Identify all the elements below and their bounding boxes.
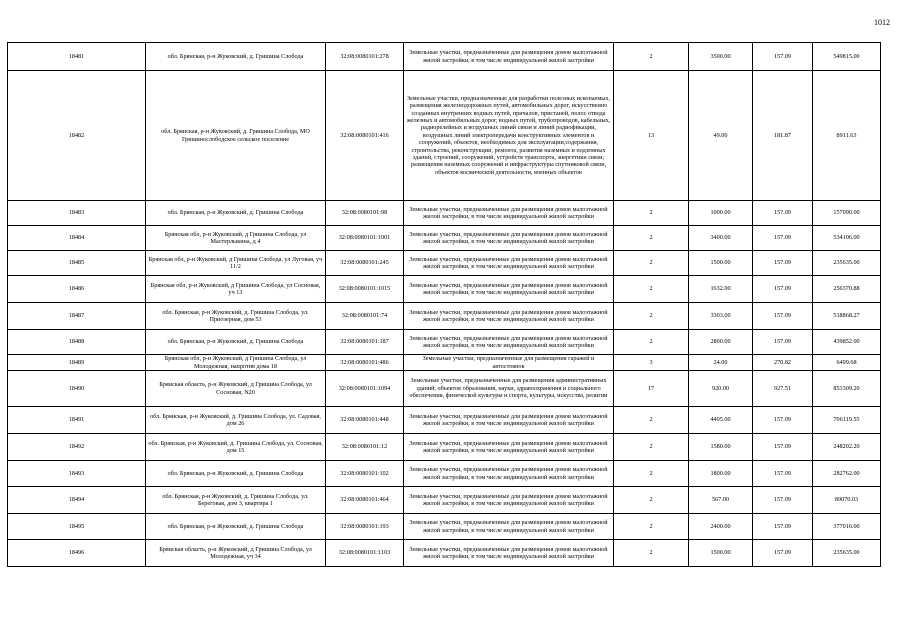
row-id: 18484: [8, 226, 146, 251]
address-cell: Брянская обл, р-н Жуковский, д Гришина Слобода, ул Молодежная, напротив дома 18: [146, 355, 326, 371]
row-id: 18486: [8, 276, 146, 303]
land-registry-table: [7, 42, 881, 567]
table-row: [8, 43, 881, 71]
land-use-cell: Земельные участки, предназначенные для размещения домов малоэтажной жилой застройки, в том числе индивидуальной жилой застройки: [404, 330, 614, 355]
area-cell: 1632.00: [689, 276, 753, 303]
cadastral-number-cell: 32:08:0080101:1015: [326, 276, 404, 303]
cadastral-value-cell: 549815.00: [813, 43, 881, 71]
address-cell: обл. Брянская, р-н Жуковский, д. Гришина Слобода: [146, 43, 326, 71]
address-cell: Брянская обл, р-н Жуковский, д Гришина Слобода, ул Луговая, уч 11/2: [146, 251, 326, 276]
table-row: [8, 487, 881, 514]
use-group-cell: 2: [614, 434, 689, 461]
cadastral-value-cell: 439852.00: [813, 330, 881, 355]
page-number: 1012: [874, 18, 890, 27]
specific-value-cell: 157.09: [753, 43, 813, 71]
area-cell: 49.00: [689, 71, 753, 201]
area-cell: 1580.00: [689, 434, 753, 461]
cadastral-number-cell: 32:08:0080101:12: [326, 434, 404, 461]
land-use-cell: Земельные участки, предназначенные для размещения домов малоэтажной жилой застройки, в том числе индивидуальной жилой застройки: [404, 407, 614, 434]
use-group-cell: 2: [614, 201, 689, 226]
row-id: 18495: [8, 514, 146, 540]
area-cell: 1500.00: [689, 540, 753, 567]
area-cell: 1000.00: [689, 201, 753, 226]
land-use-cell: Земельные участки, предназначенные для размещения административных зданий, объектов образования, науки, здравоохранения и социального обеспечения, физической культуры и спорта, культуры, искусства, религии: [404, 371, 614, 407]
row-id: 18482: [8, 71, 146, 201]
row-id: 18492: [8, 434, 146, 461]
table-row: [8, 434, 881, 461]
cadastral-value-cell: 89070.03: [813, 487, 881, 514]
specific-value-cell: 157.09: [753, 251, 813, 276]
specific-value-cell: 157.09: [753, 407, 813, 434]
cadastral-number-cell: 32:08:0080101:193: [326, 514, 404, 540]
address-cell: обл. Брянская, р-н Жуковский, д. Гришина Слобода, МО Гришинослободское сельское поселение: [146, 71, 326, 201]
specific-value-cell: 270.82: [753, 355, 813, 371]
cadastral-value-cell: 235635.00: [813, 251, 881, 276]
area-cell: 3400.00: [689, 226, 753, 251]
land-use-cell: Земельные участки, предназначенные для размещения домов малоэтажной жилой застройки, в том числе индивидуальной жилой застройки: [404, 276, 614, 303]
land-use-cell: Земельные участки, предназначенные для размещения домов малоэтажной жилой застройки, в том числе индивидуальной жилой застройки: [404, 514, 614, 540]
table-row: [8, 276, 881, 303]
use-group-cell: 2: [614, 251, 689, 276]
area-cell: 2800.00: [689, 330, 753, 355]
cadastral-value-cell: 8911.63: [813, 71, 881, 201]
land-use-cell: Земельные участки, предназначенные для размещения гаражей и автостоянок: [404, 355, 614, 371]
land-use-cell: Земельные участки, предназначенные для размещения домов малоэтажной жилой застройки, в том числе индивидуальной жилой застройки: [404, 303, 614, 330]
row-id: 18489: [8, 355, 146, 371]
cadastral-value-cell: 248202.20: [813, 434, 881, 461]
cadastral-number-cell: 32:08:0080101:278: [326, 43, 404, 71]
specific-value-cell: 157.09: [753, 226, 813, 251]
cadastral-number-cell: 32:08:0080101:245: [326, 251, 404, 276]
cadastral-number-cell: 32:08:0080101:74: [326, 303, 404, 330]
use-group-cell: 2: [614, 540, 689, 567]
use-group-cell: 2: [614, 407, 689, 434]
use-group-cell: 2: [614, 330, 689, 355]
address-cell: Брянская область, р-н Жуковский, д Гришина Слобода, ул Сосновая, N20: [146, 371, 326, 407]
cadastral-value-cell: 377016.00: [813, 514, 881, 540]
land-use-cell: Земельные участки, предназначенные для размещения домов малоэтажной жилой застройки, в том числе индивидуальной жилой застройки: [404, 201, 614, 226]
table-row: [8, 371, 881, 407]
cadastral-number-cell: 32:08:0080101:187: [326, 330, 404, 355]
area-cell: 1500.00: [689, 251, 753, 276]
area-cell: 24.00: [689, 355, 753, 371]
use-group-cell: 2: [614, 303, 689, 330]
cadastral-value-cell: 853309.20: [813, 371, 881, 407]
specific-value-cell: 181.87: [753, 71, 813, 201]
land-use-cell: Земельные участки, предназначенные для размещения домов малоэтажной жилой застройки, в том числе индивидуальной жилой застройки: [404, 251, 614, 276]
address-cell: обл. Брянская, р-н Жуковский, д. Гришина Слобода: [146, 514, 326, 540]
cadastral-number-cell: 32:08:0080101:1001: [326, 226, 404, 251]
cadastral-number-cell: 32:08:0080101:102: [326, 461, 404, 487]
specific-value-cell: 157.09: [753, 434, 813, 461]
use-group-cell: 2: [614, 226, 689, 251]
cadastral-value-cell: 235635.00: [813, 540, 881, 567]
row-id: 18488: [8, 330, 146, 355]
address-cell: обл. Брянская, р-н Жуковский, д. Гришина Слобода, ул. Садовая, дом 26: [146, 407, 326, 434]
table-row: [8, 355, 881, 371]
use-group-cell: 2: [614, 461, 689, 487]
specific-value-cell: 157.09: [753, 330, 813, 355]
land-use-cell: Земельные участки, предназначенные для размещения домов малоэтажной жилой застройки, в том числе индивидуальной жилой застройки: [404, 434, 614, 461]
cadastral-number-cell: 32:08:0080101:1094: [326, 371, 404, 407]
cadastral-number-cell: 32:08:0080101:1103: [326, 540, 404, 567]
table-row: [8, 540, 881, 567]
cadastral-number-cell: 32:08:0080101:98: [326, 201, 404, 226]
specific-value-cell: 157.09: [753, 276, 813, 303]
cadastral-value-cell: 157090.00: [813, 201, 881, 226]
row-id: 18481: [8, 43, 146, 71]
row-id: 18496: [8, 540, 146, 567]
area-cell: 1800.00: [689, 461, 753, 487]
table-row: [8, 514, 881, 540]
area-cell: 3500.00: [689, 43, 753, 71]
row-id: 18485: [8, 251, 146, 276]
table-row: [8, 201, 881, 226]
row-id: 18483: [8, 201, 146, 226]
cadastral-value-cell: 534106.00: [813, 226, 881, 251]
use-group-cell: 2: [614, 43, 689, 71]
area-cell: 567.00: [689, 487, 753, 514]
specific-value-cell: 157.09: [753, 201, 813, 226]
address-cell: обл. Брянская, р-н Жуковский, д. Гришина Слобода: [146, 330, 326, 355]
specific-value-cell: 157.09: [753, 487, 813, 514]
specific-value-cell: 157.09: [753, 540, 813, 567]
use-group-cell: 17: [614, 371, 689, 407]
cadastral-value-cell: 6499.68: [813, 355, 881, 371]
cadastral-number-cell: 32:08:0080101:486: [326, 355, 404, 371]
specific-value-cell: 157.09: [753, 303, 813, 330]
table-row: [8, 303, 881, 330]
area-cell: 3303.00: [689, 303, 753, 330]
address-cell: обл. Брянская, р-н Жуковский, д. Гришина Слобода, ул. Сосновая, дом 15: [146, 434, 326, 461]
cadastral-number-cell: 32:08:0080101:416: [326, 71, 404, 201]
land-use-cell: Земельные участки, предназначенные для размещения домов малоэтажной жилой застройки, в том числе индивидуальной жилой застройки: [404, 226, 614, 251]
cadastral-value-cell: 518868.27: [813, 303, 881, 330]
use-group-cell: 13: [614, 71, 689, 201]
row-id: 18490: [8, 371, 146, 407]
specific-value-cell: 157.09: [753, 461, 813, 487]
address-cell: Брянская обл, р-н Жуковский, д Гришина Слобода, ул Мастерлыкина, д 4: [146, 226, 326, 251]
specific-value-cell: 927.51: [753, 371, 813, 407]
row-id: 18493: [8, 461, 146, 487]
row-id: 18487: [8, 303, 146, 330]
table-row: [8, 330, 881, 355]
area-cell: 2400.00: [689, 514, 753, 540]
land-use-cell: Земельные участки, предназначенные для размещения домов малоэтажной жилой застройки, в том числе индивидуальной жилой застройки: [404, 487, 614, 514]
table-body: [8, 43, 881, 567]
address-cell: обл. Брянская, р-н Жуковский, д. Гришина Слобода, ул. Приозерная, дом 53: [146, 303, 326, 330]
table-row: [8, 461, 881, 487]
use-group-cell: 2: [614, 514, 689, 540]
row-id: 18491: [8, 407, 146, 434]
land-use-cell: Земельные участки, предназначенные для размещения домов малоэтажной жилой застройки, в том числе индивидуальной жилой застройки: [404, 43, 614, 71]
address-cell: обл. Брянская, р-н Жуковский, д. Гришина Слобода, ул. Береговая, дом 3, квартира 1: [146, 487, 326, 514]
table-row: [8, 226, 881, 251]
specific-value-cell: 157.09: [753, 514, 813, 540]
table-row: [8, 251, 881, 276]
area-cell: 4495.00: [689, 407, 753, 434]
address-cell: Брянская область, р-н Жуковский, д Гришина Слобода, ул Молодежная, уч 34: [146, 540, 326, 567]
use-group-cell: 2: [614, 487, 689, 514]
land-use-cell: Земельные участки, предназначенные для разработки полезных ископаемых, размещения железнодорожных путей, автомобильных дорог, искусственно созданных внутренних водных путей, причалов, пристаней, полос отвода железных и автомобильных дорог, водных путей, трубопроводов, кабельных, радиорелейных и воздушных линий связи и линий радиофикации, воздушных линий электропередачи конструктивных элементов и сооружений, объектов, необходимых для эксплуатации,содержания, строительства, реконструкции, ремонта, развития наземных и подземных зданий, строений, сооружений, устройств транспорта, энергетики связи; размещения наземных сооружений и инфраструктуры спутниковой связи, объектов космической деятельности, военных объектов: [404, 71, 614, 201]
address-cell: обл. Брянская, р-н Жуковский, д. Гришина Слобода: [146, 201, 326, 226]
cadastral-value-cell: 706119.55: [813, 407, 881, 434]
cadastral-value-cell: 282762.00: [813, 461, 881, 487]
table-row: [8, 71, 881, 201]
address-cell: обл. Брянская, р-н Жуковский, д. Гришина Слобода: [146, 461, 326, 487]
cadastral-number-cell: 32:08:0080101:464: [326, 487, 404, 514]
table-row: [8, 407, 881, 434]
land-use-cell: Земельные участки, предназначенные для размещения домов малоэтажной жилой застройки, в том числе индивидуальной жилой застройки: [404, 540, 614, 567]
land-use-cell: Земельные участки, предназначенные для размещения домов малоэтажной жилой застройки, в том числе индивидуальной жилой застройки: [404, 461, 614, 487]
area-cell: 920.00: [689, 371, 753, 407]
row-id: 18494: [8, 487, 146, 514]
address-cell: Брянская обл, р-н Жуковский, д Гришина Слобода, ул Сосновая, уч 13: [146, 276, 326, 303]
use-group-cell: 2: [614, 276, 689, 303]
cadastral-number-cell: 32:08:0080101:448: [326, 407, 404, 434]
cadastral-value-cell: 256370.88: [813, 276, 881, 303]
use-group-cell: 3: [614, 355, 689, 371]
